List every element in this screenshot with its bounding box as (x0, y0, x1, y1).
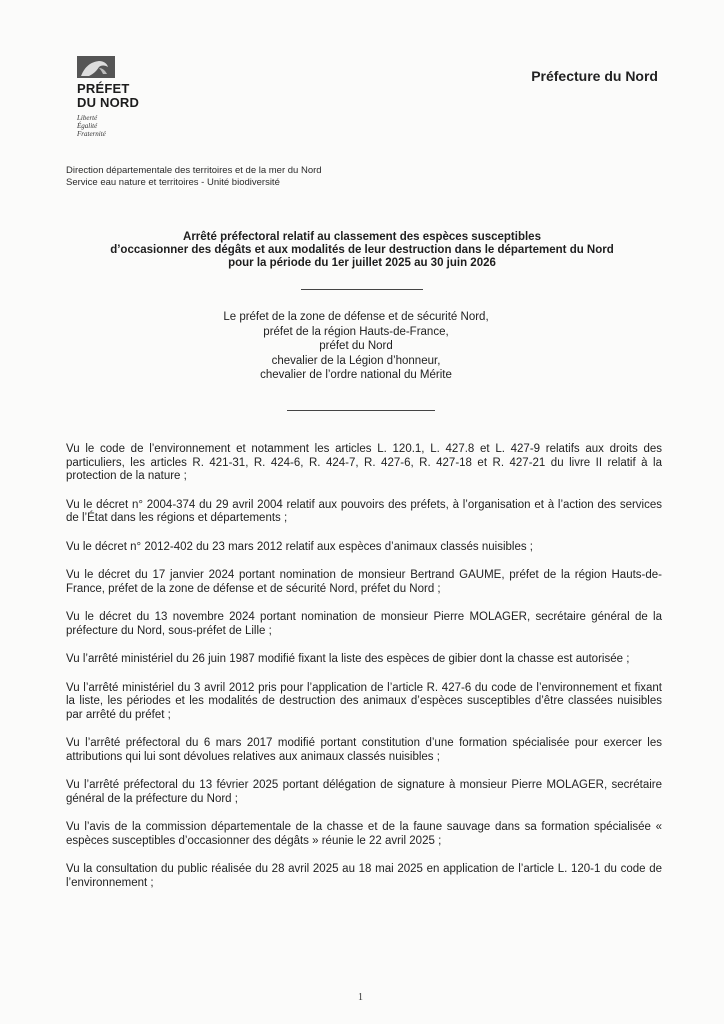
prefect-divider (287, 410, 435, 411)
prefecture-title: Préfecture du Nord (531, 68, 658, 84)
considerant-avis-commission: Vu l’avis de la commission départementale de la chasse et de la faune sauvage dans sa formation spécialisée « espèces susceptibles d’occasionner des dégâts » réunie le 22 avril 2025 ; (66, 821, 662, 847)
logo-line-2: DU NORD (77, 95, 140, 110)
marianne-emblem-icon (77, 56, 115, 78)
prefect-line-3: préfet du Nord (319, 340, 393, 352)
considerant-delegation-signature: Vu l’arrêté préfectoral du 13 février 2025 portant délégation de signature à monsieur Pierre MOLAGER, secrétaire général de la préfecture du Nord ; (66, 779, 662, 805)
motto (77, 114, 197, 138)
considerant-arrete-2017: Vu l’arrêté préfectoral du 6 mars 2017 modifié portant constitution d’une formation spécialisée pour exercer les attributions qui lui sont dévolues relatives aux animaux classés nuisibles ; (66, 737, 662, 763)
prefect-line-1: Le préfet de la zone de défense et de sécurité Nord, (223, 311, 489, 323)
considerant-arrete-2012: Vu l’arrêté ministériel du 3 avril 2012 pris pour l’application de l’article R. 427-6 du code de l’environnement et fixant la liste, les périodes et les modalités de destruction des animaux d’espèces susceptibles d’être classées nuisibles par arrêté du préfet ; (66, 681, 662, 721)
considerant-decret-molager: Vu le décret du 13 novembre 2024 portant nomination de monsieur Pierre MOLAGER, secrétaire général de la préfecture du Nord, sous-préfet de Lille ; (66, 611, 662, 637)
motto-liberte: Liberté (77, 114, 98, 122)
title-line-3: pour la période du 1er juillet 2025 au 30 juin 2026 (228, 257, 496, 269)
logo-line-1: PRÉFET (77, 81, 130, 96)
service-line-direction: Direction départementale des territoires et de la mer du Nord (66, 165, 322, 176)
title-line-1: Arrêté préfectoral relatif au classement des espèces susceptibles (183, 231, 541, 243)
prefect-titles (186, 310, 526, 383)
title-line-2: d’occasionner des dégâts et aux modalités de leur destruction dans le département du Nord (110, 244, 614, 256)
page-number: 1 (358, 992, 363, 1003)
prefet-du-nord-logo (77, 56, 197, 138)
considerant-code-environnement: Vu le code de l’environnement et notamment les articles L. 120.1, L. 427.8 et L. 427-9 relatifs aux droits des particuliers, les articles R. 421-31, R. 424-6, R. 424-7, R. 427-6, R. 427-18 et R. 427-21 du livre II relatif à la protection de la nature ; (66, 443, 662, 482)
considerant-decret-2012: Vu le décret n° 2012-402 du 23 mars 2012 relatif aux espèces d’animaux classés nuisibles ; (66, 540, 533, 553)
prefect-line-2: préfet de la région Hauts-de-France, (263, 325, 449, 338)
considerant-decret-gaume: Vu le décret du 17 janvier 2024 portant nomination de monsieur Bertrand GAUME, préfet de la région Hauts-de-France, préfet de la zone de défense et de sécurité Nord, préfet du Nord ; (66, 569, 662, 595)
document-title (60, 231, 664, 270)
prefect-line-4: chevalier de la Légion d’honneur, (271, 354, 441, 367)
title-divider (301, 289, 423, 290)
considerant-decret-2004: Vu le décret n° 2004-374 du 29 avril 2004 relatif aux pouvoirs des préfets, à l’organisation et à l’action des services de l’État dans les régions et départements ; (66, 498, 662, 524)
service-line-unit: Service eau nature et territoires - Unité biodiversité (66, 177, 280, 188)
service-block (66, 165, 322, 189)
prefect-line-5: chevalier de l’ordre national du Mérite (260, 369, 452, 381)
considerant-consultation-public: Vu la consultation du public réalisée du 28 avril 2025 au 18 mai 2025 en application de l’article L. 120-1 du code de l’environnement ; (66, 863, 662, 889)
considerants-list (66, 443, 662, 905)
considerant-arrete-1987: Vu l’arrêté ministériel du 26 juin 1987 modifié fixant la liste des espèces de gibier dont la chasse est autorisée ; (66, 653, 630, 665)
motto-fraternite: Fraternité (77, 130, 106, 138)
motto-egalite: Égalité (77, 122, 98, 130)
